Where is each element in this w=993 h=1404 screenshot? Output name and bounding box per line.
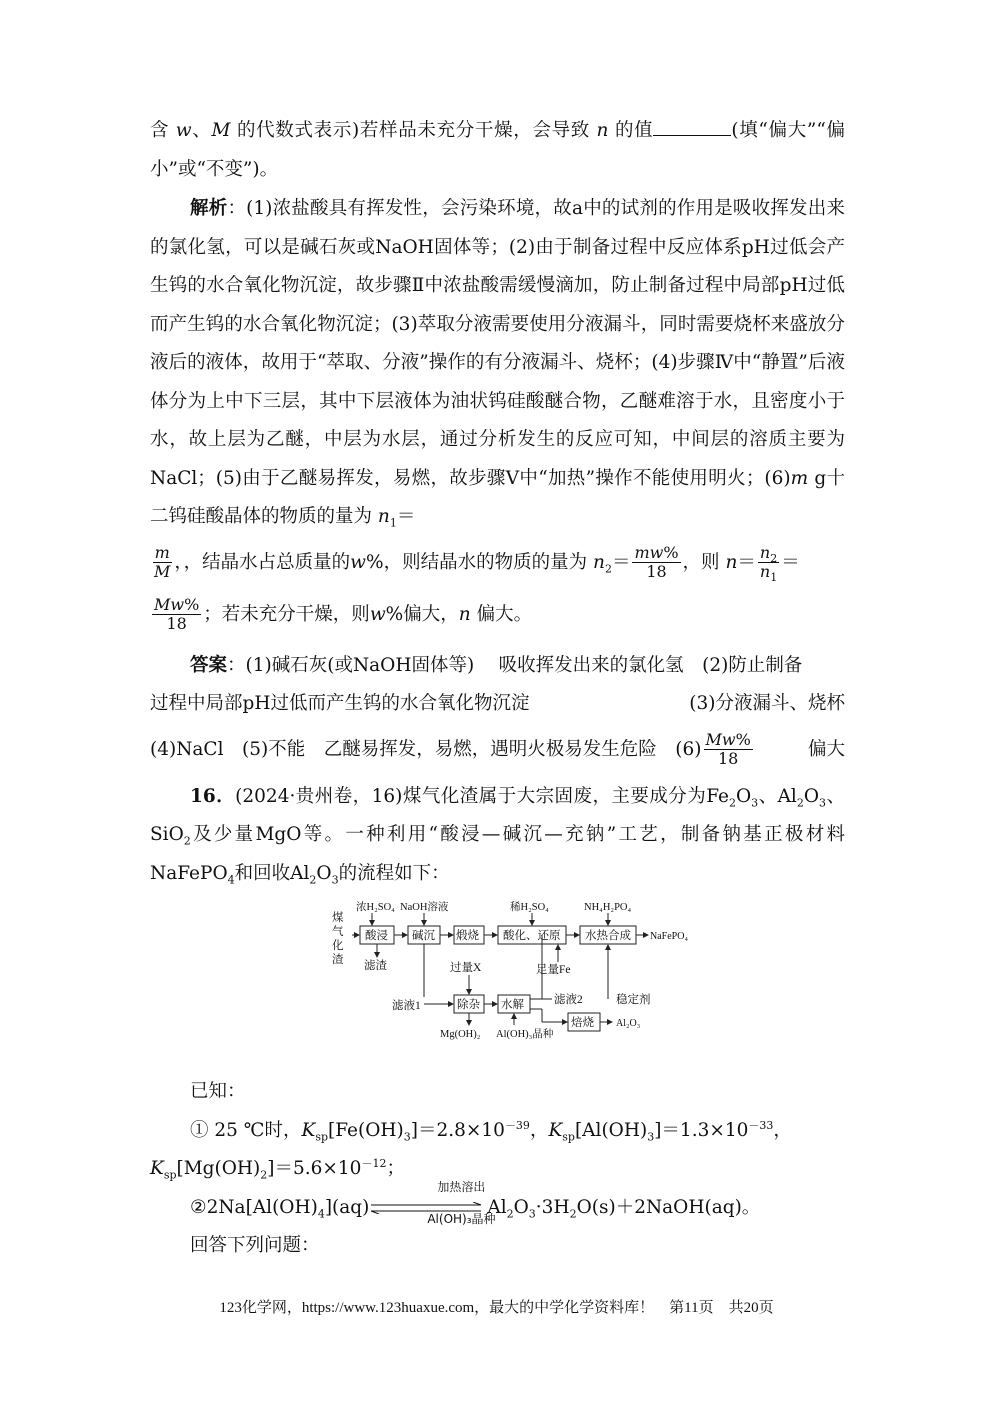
- flowchart-svg: [328, 899, 708, 1059]
- fraction-n2-over-n1: $\frac{n_2}{n_1}$: [759, 542, 778, 585]
- page-content: [150, 112, 845, 1266]
- known-1: ① 25 ℃时，$K_{sp}[Fe(OH)_3]=2.8\times 10^{-39}$，$K_{sp}[Al(OH)_3]=1.3\times 10^{-33}$，: [190, 1118, 792, 1144]
- flow-box4-label: 酸化、还原: [503, 930, 561, 942]
- flow-filtrate1: 滤液1: [392, 1000, 421, 1012]
- flow-source-4: 渣: [332, 954, 344, 966]
- question-number: 16．: [190, 785, 236, 807]
- known-1-cont: $K_{sp}[Mg(OH)_2]=5.6\times 10^{-12}$；: [150, 1156, 405, 1182]
- fraction-mw-over-18: $\frac{mw\%}{18}$: [634, 542, 679, 581]
- flow-product2: Al₂O₃: [616, 1018, 641, 1029]
- fraction-m-over-M: $\frac{m}{M}$: [154, 542, 171, 581]
- process-flowchart: [150, 899, 845, 1063]
- answer-blank: [653, 119, 731, 136]
- analysis-label: 解析: [190, 198, 228, 219]
- analysis-paragraph: 解析：(1)浓盐酸具有挥发性，会污染环境，故a中的试剂的作用是吸收挥发出来的氯化氢，可以是碱石灰或NaOH固体等；(2)由于制备过程中反应体系pH过低会产生钨的水合氧化物沉淀，故步骤Ⅱ中浓盐酸需缓慢滴加，防止制备过程中局部pH过低而产生钨的水合氧化物沉淀；(3)萃取分液需要使用分液漏斗，同时需要烧杯来盛放分液后的液体，故用于“萃取、分液”操作的有分液漏斗、烧杯；(4)步骤Ⅳ中“静置”后液体分为上中下三层，其中下层液体为油状钨硅酸醚合物，乙醚难溶于水，且密度小于水，故上层为乙醚，中层为水层，通过分析发生的反应可知，中间层的溶质主要为NaCl；(5)由于乙醚易挥发，易燃，故步骤Ⅴ中“加热”操作不能使用明火；(6)m g十二钨硅酸晶体的物质的量为 $n_1=$: [150, 198, 846, 530]
- fraction-Mw-over-18: $\frac{Mw\%}{18}$: [154, 594, 200, 633]
- answer-block: 答案：(1)碱石灰(或NaOH固体等) 吸收挥发出来的氯化氢 (2)防止制备 过程中局部pH过低而产生钨的水合氧化物沉淀 (3)分液漏斗、烧杯 (4)NaCl (5)不能 乙醚易挥发，易燃，遇明火极易发生危险 (6) $\frac{Mw\%}{18}$ 偏大: [150, 654, 845, 768]
- flow-residue: 滤渣: [364, 960, 387, 972]
- flow-stabilizer: 稳定剂: [616, 994, 651, 1006]
- flow-reagent-1: 浓H₂SO₄: [356, 902, 395, 913]
- flow-box3-label: 煅烧: [456, 930, 479, 942]
- question-16: 16．(2024·贵州卷，16)煤气化渣属于大宗固废，主要成分为$Fe_2O_3$、$Al_2O_3$、SiO$_2$及少量MgO等。一种利用“酸浸—碱沉—充钠”工艺，制备钠基正极材料NaFePO$_4$和回收$Al_2O_3$的流程如下：: [150, 785, 845, 887]
- flow-fe: 足量Fe: [536, 964, 571, 976]
- page-footer: 123化学网，https://www.123huaxue.com，最大的中学化学资料库！ 第11页 共20页: [219, 1300, 774, 1316]
- flow-source-3: 化: [332, 940, 344, 952]
- flow-filtrate2: 滤液2: [554, 994, 583, 1006]
- answer-label: 答案: [190, 654, 228, 676]
- flow-reagent-2: NaOH溶液: [400, 902, 449, 913]
- flow-reagent-3: 稀H₂SO₄: [510, 902, 549, 913]
- known-2: $②2Na[Al(OH)_4](aq)$ 加热溶出 Al(OH)₃晶种 $Al_2O_3\cdot 3H_2O(s)+2NaOH(aq)$。: [190, 1179, 761, 1226]
- flow-seed: Al(OH)₃晶种: [496, 1029, 554, 1040]
- answer-fraction: $\frac{Mw\%}{18}$: [705, 729, 751, 768]
- flow-product1: NaFePO₄: [650, 931, 688, 942]
- flow-reagent-4: NH₄H₂PO₄: [584, 902, 632, 913]
- flow-box6-label: 除杂: [457, 999, 480, 1011]
- flow-box1-label: 酸浸: [365, 930, 388, 942]
- flow-box5-label: 水热合成: [585, 930, 631, 942]
- flow-box7-label: 水解: [501, 999, 524, 1011]
- known-title: 已知：: [190, 1081, 246, 1102]
- flow-excess-x: 过量X: [450, 962, 482, 974]
- analysis-formulas-1: $\frac{m}{M}$ ，，结晶水占总质量的w%，则结晶水的物质的量为 $n_2=$ $\frac{mw\%}{18}$ ，则 n＝ $\frac{n_2}{n_1}$ ＝: [154, 542, 800, 585]
- reaction-condition: 加热溶出 Al(OH)₃晶种: [369, 1198, 487, 1218]
- question-tail: 含 w、M 的代数式表示)若样品未充分干燥，会导致 n 的值 (填“偏大”“偏小”或“不变”)。: [150, 120, 845, 180]
- flow-box2-label: 碱沉: [412, 930, 435, 942]
- flow-box8-label: 焙烧: [571, 1017, 594, 1029]
- flow-source-2: 气: [332, 926, 344, 938]
- ask-line: 回答下列问题：: [190, 1235, 320, 1256]
- flow-mgoh2: Mg(OH)₂: [440, 1029, 481, 1040]
- flow-source-1: 煤: [332, 912, 344, 924]
- analysis-formulas-2: $\frac{Mw\%}{18}$ ；若未充分干燥，则w%偏大，n 偏大。: [154, 594, 533, 633]
